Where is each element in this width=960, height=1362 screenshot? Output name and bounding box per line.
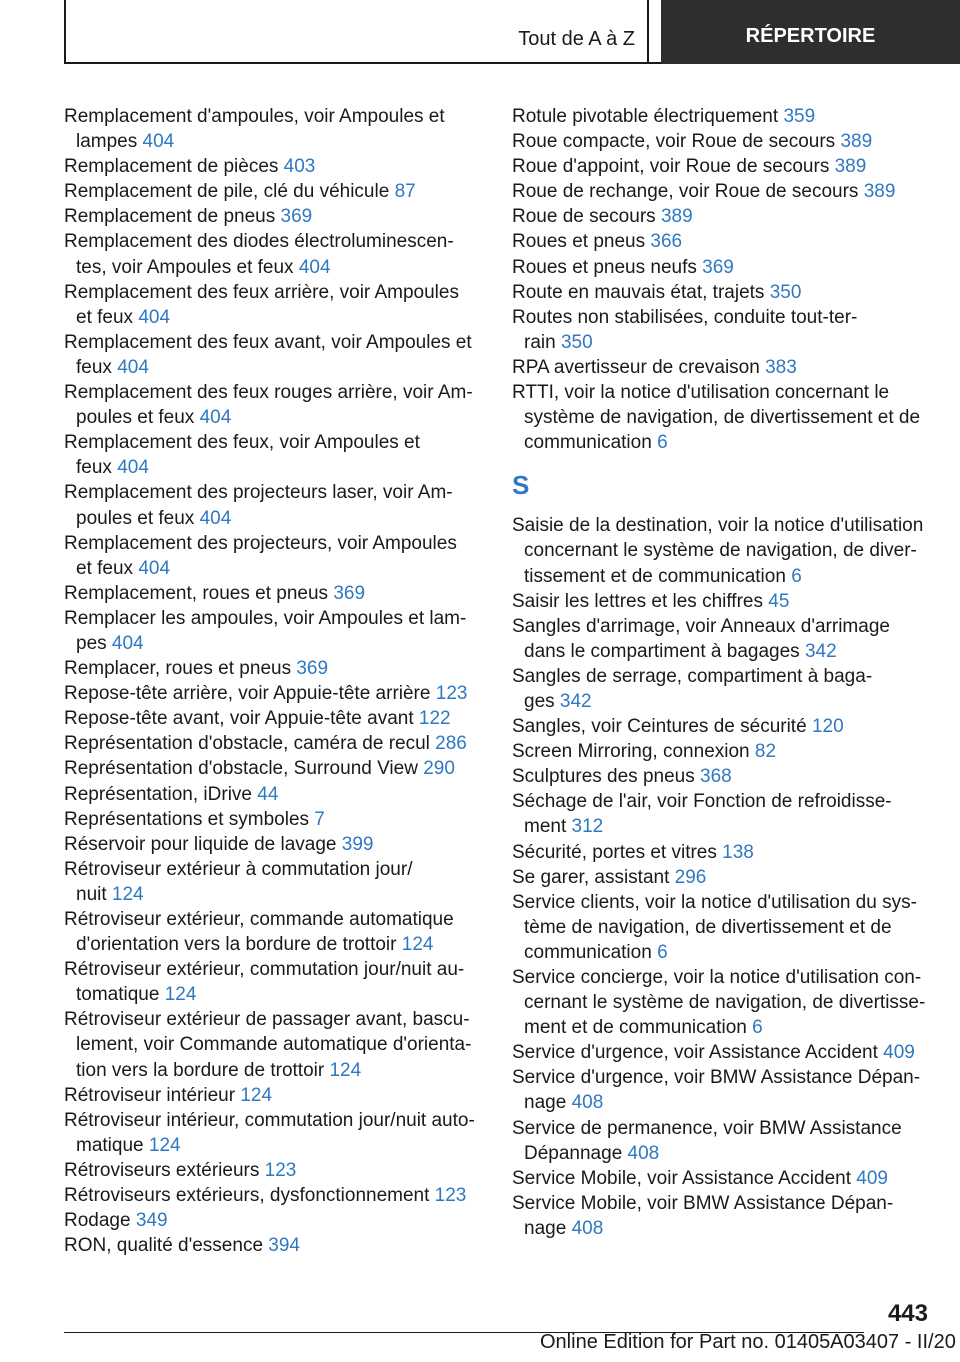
index-entry — [512, 355, 932, 380]
entry-text: dans le compartiment à bagages — [524, 640, 800, 662]
page-reference-link[interactable]: 286 — [435, 733, 467, 755]
entry-text: tissement et de communication — [524, 565, 786, 587]
index-entry — [64, 204, 482, 229]
page-reference-link[interactable]: 6 — [791, 565, 802, 587]
page-reference-link[interactable]: 404 — [111, 632, 144, 654]
index-entry — [512, 1191, 932, 1241]
page-reference-link[interactable]: 123 — [435, 683, 468, 705]
index-entry — [512, 965, 932, 1040]
index-entry — [512, 1065, 932, 1115]
entry-text: nage — [524, 1217, 567, 1239]
entry-text: Remplacement des feux rouges arrière, voir Am- — [64, 382, 473, 404]
entry-text: rain — [524, 331, 556, 353]
index-entry — [64, 1007, 482, 1082]
index-entry — [64, 957, 482, 1007]
entry-text: ment — [524, 816, 567, 838]
index-entry — [512, 280, 932, 305]
index-entry — [64, 656, 482, 681]
entry-text: Représentation d'obstacle, caméra de recul — [64, 733, 430, 755]
entry-text: tion vers la bordure de trottoir — [76, 1059, 325, 1081]
entry-text: ment et de communication — [524, 1017, 747, 1039]
entry-text: Repose-tête avant, voir Appuie-tête avant — [64, 708, 414, 730]
entry-text: Roues et pneus — [512, 231, 646, 253]
index-entry — [512, 1166, 932, 1191]
entry-text: Réservoir pour liquide de lavage — [64, 833, 337, 855]
index-entry — [512, 1040, 932, 1065]
index-entry — [64, 606, 482, 656]
entry-text: Remplacement des diodes électroluminescen- — [64, 231, 454, 253]
index-entry — [512, 714, 932, 739]
page-reference-link[interactable]: 404 — [138, 557, 171, 579]
index-entry — [64, 832, 482, 857]
entry-text: Sécurité, portes et vitres — [512, 841, 717, 863]
index-entry — [64, 430, 482, 480]
page-reference-link[interactable]: 389 — [834, 156, 867, 178]
entry-text: Sangles de serrage, compartiment à baga- — [512, 665, 873, 687]
entry-text: Séchage de l'air, voir Fonction de refroidisse- — [512, 791, 892, 813]
entry-text: Rétroviseur intérieur, commutation jour/nuit auto- — [64, 1109, 475, 1131]
index-entry — [64, 154, 482, 179]
entry-text: Rétroviseur extérieur, commande automatique — [64, 909, 454, 930]
entry-text: Dépannage — [524, 1142, 623, 1164]
entry-text: Service de permanence, voir BMW Assistance — [512, 1117, 902, 1139]
index-column-left — [64, 104, 482, 1258]
breadcrumb: Tout de A à Z — [518, 28, 635, 50]
index-entry — [512, 305, 932, 355]
page-reference-link[interactable]: 350 — [560, 331, 593, 353]
entry-text: tomatique — [76, 984, 160, 1006]
entry-text: Représentations et symboles — [64, 808, 310, 830]
index-entry — [512, 154, 932, 179]
entry-text: Sculptures des pneus — [512, 766, 695, 788]
page-reference-link[interactable]: 44 — [257, 783, 279, 805]
page-reference-link[interactable]: 6 — [657, 432, 668, 454]
entry-text: cernant le système de navigation, de divertisse- — [524, 992, 926, 1014]
entry-text: nage — [524, 1092, 567, 1114]
entry-text: Routes non stabilisées, conduite tout-ter- — [512, 306, 858, 328]
entry-text: Roue de secours — [512, 206, 656, 228]
page-reference-link[interactable]: 138 — [722, 841, 754, 863]
page-reference-link[interactable]: 409 — [856, 1167, 888, 1189]
entry-text: Roue compacte, voir Roue de secours — [512, 131, 836, 153]
entry-text: Rétroviseur extérieur de passager avant, bascu- — [64, 1009, 470, 1031]
page-reference-link[interactable]: 296 — [674, 866, 707, 888]
entry-text: Screen Mirroring, connexion — [512, 741, 750, 763]
entry-text: tes, voir Ampoules et feux — [76, 256, 294, 278]
page-reference-link[interactable]: 7 — [314, 808, 325, 830]
entry-text: Remplacement, roues et pneus — [64, 582, 329, 604]
page-reference-link[interactable]: 366 — [650, 231, 683, 253]
entry-text: Remplacement des projecteurs laser, voir Am- — [64, 482, 453, 504]
page-reference-link[interactable]: 312 — [571, 816, 604, 838]
page-reference-link[interactable]: 6 — [752, 1017, 763, 1039]
entry-text: Rétroviseur extérieur, commutation jour/nuit au- — [64, 959, 465, 981]
page-reference-link[interactable]: 408 — [571, 1092, 604, 1114]
page-reference-link[interactable]: 389 — [863, 181, 896, 203]
index-entry — [512, 890, 932, 965]
index-entry — [64, 581, 482, 606]
page-reference-link[interactable]: 404 — [117, 457, 149, 479]
entry-text: Remplacement des feux, voir Ampoules et — [64, 432, 420, 454]
index-entry — [64, 280, 482, 330]
entry-text: concernant le système de navigation, de diver- — [524, 540, 917, 562]
page-reference-link[interactable]: 82 — [754, 741, 777, 763]
index-entry — [512, 255, 932, 280]
entry-text: poules et feux — [76, 507, 195, 529]
index-entry — [64, 681, 482, 706]
entry-text: poules et feux — [76, 407, 195, 429]
index-entry — [64, 1158, 482, 1183]
page-reference-link[interactable]: 124 — [148, 1134, 181, 1156]
index-column-right — [512, 104, 932, 1241]
page-reference-link[interactable]: 389 — [840, 131, 873, 153]
index-group-r — [512, 104, 932, 455]
entry-text: pes — [76, 632, 107, 654]
entry-text: feux — [76, 457, 112, 479]
index-entry — [64, 330, 482, 380]
index-entry — [512, 129, 932, 154]
page-reference-link[interactable]: 359 — [783, 106, 816, 127]
page-reference-link[interactable]: 399 — [341, 833, 374, 855]
index-entry — [512, 179, 932, 204]
entry-text: Roues et pneus neufs — [512, 256, 697, 278]
page-reference-link[interactable]: 123 — [434, 1185, 467, 1207]
entry-text: Rétroviseur intérieur — [64, 1084, 236, 1106]
footer-edition: Online Edition for Part no. 01405A03407 - II/20 — [540, 1331, 956, 1353]
index-entry — [64, 907, 482, 957]
entry-text: Rétroviseur extérieur à commutation jour/ — [64, 858, 413, 880]
page-reference-link[interactable]: 404 — [117, 356, 149, 378]
entry-text: matique — [76, 1134, 144, 1156]
entry-text: RTTI, voir la notice d'utilisation concernant le — [512, 382, 890, 404]
entry-text: Remplacement des feux arrière, voir Ampoules — [64, 281, 459, 303]
index-entry — [512, 380, 932, 455]
index-entry — [512, 229, 932, 254]
entry-text: RON, qualité d'essence — [64, 1235, 264, 1257]
entry-text: Service d'urgence, voir Assistance Accident — [512, 1042, 878, 1064]
index-entry — [512, 1116, 932, 1166]
entry-text: Rétroviseurs extérieurs, dysfonctionnement — [64, 1185, 430, 1207]
entry-text: Remplacement de pièces — [64, 156, 279, 178]
index-entry — [64, 104, 482, 154]
section-letter: S — [512, 470, 530, 501]
page-reference-link[interactable]: 404 — [199, 407, 232, 429]
entry-text: ges — [524, 690, 555, 712]
index-entry — [64, 807, 482, 832]
entry-text: Représentation, iDrive — [64, 783, 252, 805]
entry-text: lement, voir Commande automatique d'orienta- — [76, 1034, 472, 1056]
index-entry — [64, 1108, 482, 1158]
page-reference-link[interactable]: 349 — [135, 1210, 168, 1232]
index-entry — [512, 104, 932, 129]
index-entry — [64, 531, 482, 581]
page-reference-link[interactable]: 369 — [333, 582, 366, 604]
page-reference-link[interactable]: 124 — [240, 1084, 273, 1106]
index-entry — [512, 589, 932, 614]
index-entry — [512, 739, 932, 764]
index-group-s — [512, 513, 932, 1241]
entry-text: Remplacement des feux avant, voir Ampoules et — [64, 331, 472, 353]
entry-text: RPA avertisseur de crevaison — [512, 356, 760, 378]
page-reference-link[interactable]: 124 — [164, 984, 197, 1006]
entry-text: Se garer, assistant — [512, 866, 670, 888]
index-entry — [64, 1083, 482, 1108]
entry-text: Remplacement d'ampoules, voir Ampoules et — [64, 106, 445, 127]
index-entry — [64, 1233, 482, 1258]
page-reference-link[interactable]: 124 — [329, 1059, 362, 1081]
page-reference-link[interactable]: 408 — [571, 1217, 604, 1239]
entry-text: Roue d'appoint, voir Roue de secours — [512, 156, 830, 178]
entry-text: d'orientation vers la bordure de trottoir — [76, 934, 397, 956]
entry-text: Roue de rechange, voir Roue de secours — [512, 181, 859, 203]
entry-text: Remplacement de pile, clé du véhicule — [64, 181, 390, 203]
entry-text: Rotule pivotable électriquement — [512, 106, 779, 127]
index-entry — [512, 204, 932, 229]
page-header — [0, 0, 960, 66]
entry-text: communication — [524, 432, 652, 454]
entry-text: Service d'urgence, voir BMW Assistance Dépan- — [512, 1067, 921, 1089]
page-reference-link[interactable]: 342 — [804, 640, 837, 662]
entry-text: et feux — [76, 306, 134, 328]
page-reference-link[interactable]: 394 — [268, 1235, 300, 1257]
entry-text: Saisie de la destination, voir la notice d'utilisation — [512, 515, 924, 537]
entry-text: Représentation d'obstacle, Surround View — [64, 758, 418, 780]
entry-text: nuit — [76, 883, 107, 905]
index-entry — [64, 380, 482, 430]
page-reference-link[interactable]: 6 — [657, 941, 668, 963]
index-entry — [512, 664, 932, 714]
index-entry — [64, 1208, 482, 1233]
entry-text: Service Mobile, voir BMW Assistance Dépan- — [512, 1192, 894, 1214]
entry-text: Saisir les lettres et les chiffres — [512, 590, 763, 612]
entry-text: tème de navigation, de divertissement et de — [524, 916, 892, 938]
page-reference-link[interactable]: 45 — [768, 590, 790, 612]
header-left-rule — [64, 0, 66, 64]
index-entry — [64, 756, 482, 781]
page-reference-link[interactable]: 368 — [700, 766, 732, 788]
entry-text: feux — [76, 356, 112, 378]
page-reference-link[interactable]: 404 — [138, 306, 171, 328]
index-entry — [64, 229, 482, 279]
entry-text: Remplacer, roues et pneus — [64, 658, 292, 680]
entry-text: Service clients, voir la notice d'utilisation du sys- — [512, 891, 917, 913]
index-entry — [64, 1183, 482, 1208]
entry-text: Service concierge, voir la notice d'utilisation con- — [512, 967, 922, 988]
index-entry — [64, 857, 482, 907]
page-reference-link[interactable]: 404 — [199, 507, 232, 529]
entry-text: communication — [524, 941, 652, 963]
page-reference-link[interactable]: 290 — [423, 758, 455, 780]
index-entry — [64, 706, 482, 731]
page-reference-link[interactable]: 342 — [559, 690, 592, 712]
index-entry — [512, 865, 932, 890]
index-entry — [64, 179, 482, 204]
section-tab: RÉPERTOIRE — [661, 0, 960, 64]
page-reference-link[interactable]: 404 — [298, 256, 331, 278]
index-entry — [512, 764, 932, 789]
entry-text: Remplacer les ampoules, voir Ampoules et lam- — [64, 607, 467, 629]
entry-text: Remplacement des projecteurs, voir Ampoules — [64, 532, 457, 554]
page-reference-link[interactable]: 409 — [883, 1042, 915, 1064]
entry-text: et feux — [76, 557, 134, 579]
page-number: 443 — [887, 1300, 928, 1327]
page-reference-link[interactable]: 124 — [401, 934, 434, 956]
entry-text: lampes — [76, 131, 138, 153]
index-entry — [64, 782, 482, 807]
page-reference-link[interactable]: 403 — [283, 156, 316, 178]
index-entry — [512, 614, 932, 664]
page-reference-link[interactable]: 389 — [660, 206, 693, 228]
entry-text: Route en mauvais état, trajets — [512, 281, 765, 303]
page-reference-link[interactable]: 369 — [296, 658, 329, 680]
entry-text: Remplacement de pneus — [64, 206, 276, 228]
header-divider — [647, 0, 649, 64]
entry-text: système de navigation, de divertissement et de — [524, 407, 921, 429]
entry-text: Repose-tête arrière, voir Appuie-tête arrière — [64, 683, 431, 705]
page-reference-link[interactable]: 123 — [264, 1159, 297, 1181]
page-reference-link[interactable]: 369 — [702, 256, 734, 278]
entry-text: Rétroviseurs extérieurs — [64, 1159, 260, 1181]
page-reference-link[interactable]: 408 — [627, 1142, 660, 1164]
index-entry — [64, 731, 482, 756]
page-reference-link[interactable]: 369 — [280, 206, 313, 228]
page-reference-link[interactable]: 120 — [811, 716, 844, 738]
entry-text: Rodage — [64, 1210, 131, 1232]
index-entry — [512, 840, 932, 865]
page-reference-link[interactable]: 383 — [765, 356, 797, 378]
index-entry — [512, 789, 932, 839]
index-entry — [512, 513, 932, 588]
page-reference-link[interactable]: 350 — [769, 281, 802, 303]
page-reference-link[interactable]: 404 — [142, 131, 175, 153]
entry-text: Service Mobile, voir Assistance Accident — [512, 1167, 851, 1189]
index-entry — [64, 480, 482, 530]
page-reference-link[interactable]: 124 — [111, 883, 144, 905]
entry-text: Sangles d'arrimage, voir Anneaux d'arrimage — [512, 615, 890, 637]
page-reference-link[interactable]: 87 — [394, 181, 416, 203]
entry-text: Sangles, voir Ceintures de sécurité — [512, 716, 807, 738]
page-reference-link[interactable]: 122 — [418, 708, 451, 730]
